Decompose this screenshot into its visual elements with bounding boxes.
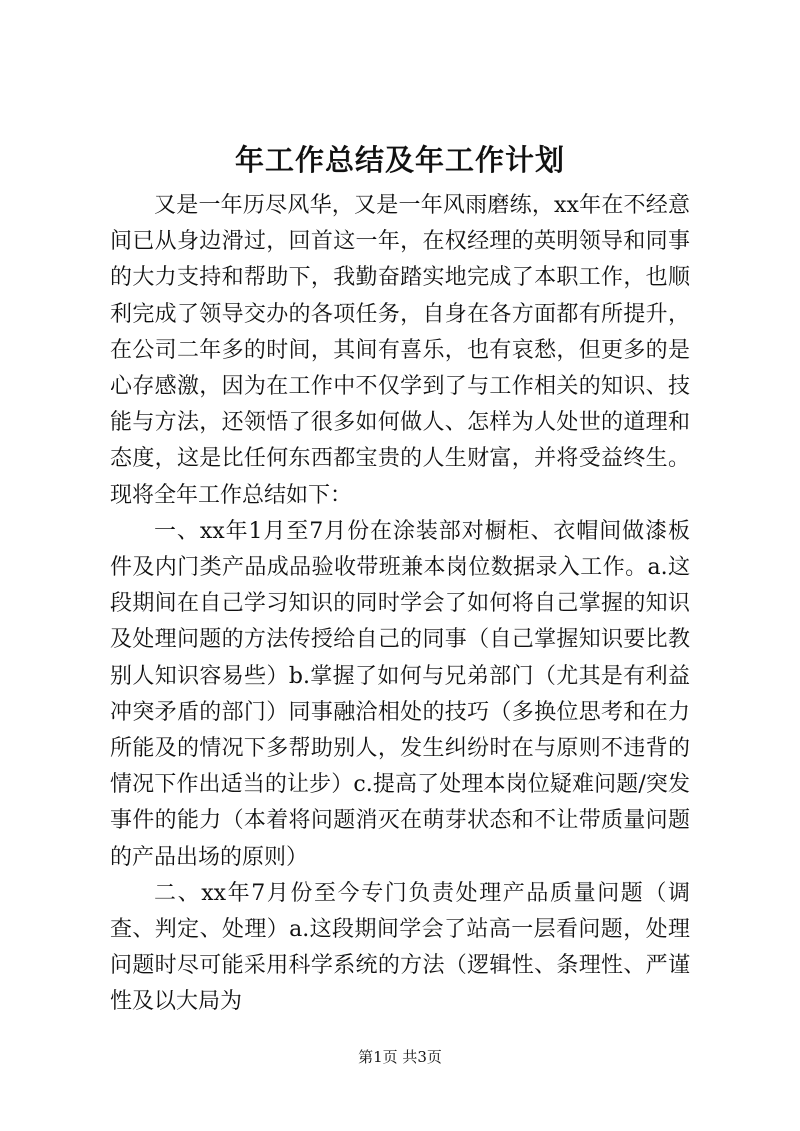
paragraph-intro: 又是一年历尽风华，又是一年风雨磨练，xx年在不经意间已从身边滑过，回首这一年，在权经理的英明领导和同事的大力支持和帮助下，我勤奋踏实地完成了本职工作，也顺利完成了领导交办的各项任务，自身在各方面都有所提升，在公司二年多的时间，其间有喜乐，也有哀愁，但更多的是心存感激，因为在工作中不仅学到了与工作相关的知识、技能与方法，还领悟了很多如何做人、怎样为人处世的道理和态度，这是比任何东西都宝贵的人生财富，并将受益终生。现将全年工作总结如下： [110,193,690,508]
document-body [110,188,690,1021]
paragraph-section-one: 一、xx年1月至7月份在涂装部对橱柜、衣帽间做漆板件及内门类产品成品验收带班兼本岗位数据录入工作。a.这段期间在自己学习知识的同时学会了如何将自己掌握的知识及处理问题的方法传授给自己的同事（自己掌握知识要比教别人知识容易些）b.掌握了如何与兄弟部门（尤其是有利益冲突矛盾的部门）同事融洽相处的技巧（多换位思考和在力所能及的情况下多帮助别人，发生纠纷时在与原则不违背的情况下作出适当的让步）c.提高了处理本岗位疑难问题/突发事件的能力（本着将问题消灭在萌芽状态和不让带质量问题的产品出场的原则） [110,518,690,870]
page-number-label: 第1页 共3页 [358,1048,442,1066]
page-footer [0,1046,800,1067]
document-title: 年工作总结及年工作计划 [234,143,565,177]
paragraph-section-two: 二、xx年7月份至今专门负责处理产品质量问题（调查、判定、处理）a.这段期间学会了站高一层看问题，处理问题时尽可能采用科学系统的方法（逻辑性、条理性、严谨性及以大局为 [110,880,690,1015]
